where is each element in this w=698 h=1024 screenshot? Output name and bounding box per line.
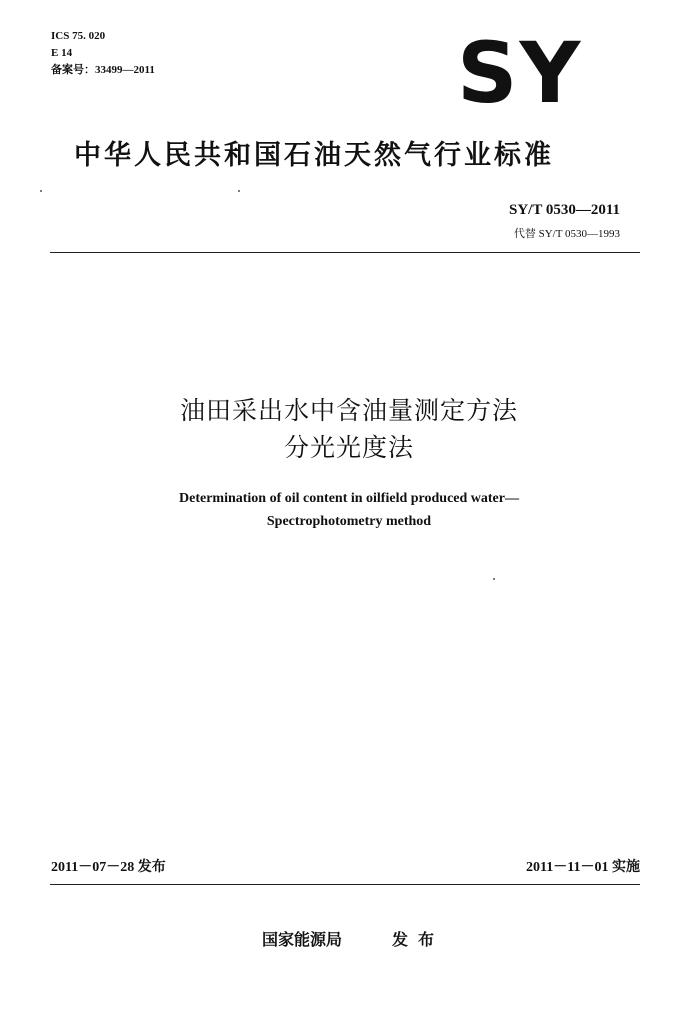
implementation-date: 2011－11－01 实施 <box>526 860 640 875</box>
sy-logo: SY <box>457 24 583 122</box>
record-number: 备案号：33499—2011 <box>51 64 155 76</box>
ccs-code: E 14 <box>51 47 73 59</box>
scan-speck <box>493 578 495 580</box>
english-title-line-2: Spectrophotometry method <box>266 514 432 529</box>
english-title-line-1: Determination of oil content in oilfield produced water— <box>179 491 519 506</box>
standard-code: SY/T 0530—2011 <box>509 202 620 218</box>
chinese-title-line-1: 油田采出水中含油量测定方法 <box>179 396 518 425</box>
bottom-divider <box>50 884 640 885</box>
standard-category-title: 中华人民共和国石油天然气行业标准 <box>74 140 554 171</box>
publisher-name: 国家能源局 <box>262 930 343 949</box>
replaces-standard: 代替 SY/T 0530—1993 <box>513 228 620 240</box>
scan-speck <box>238 190 240 192</box>
publish-label: 发布 <box>392 930 445 949</box>
ics-code: ICS 75. 020 <box>51 30 106 42</box>
top-divider <box>50 252 640 253</box>
chinese-title-line-2: 分光光度法 <box>283 433 414 462</box>
header-meta <box>51 28 155 79</box>
scan-speck <box>40 190 42 192</box>
issue-date: 2011－07－28 发布 <box>51 860 166 875</box>
